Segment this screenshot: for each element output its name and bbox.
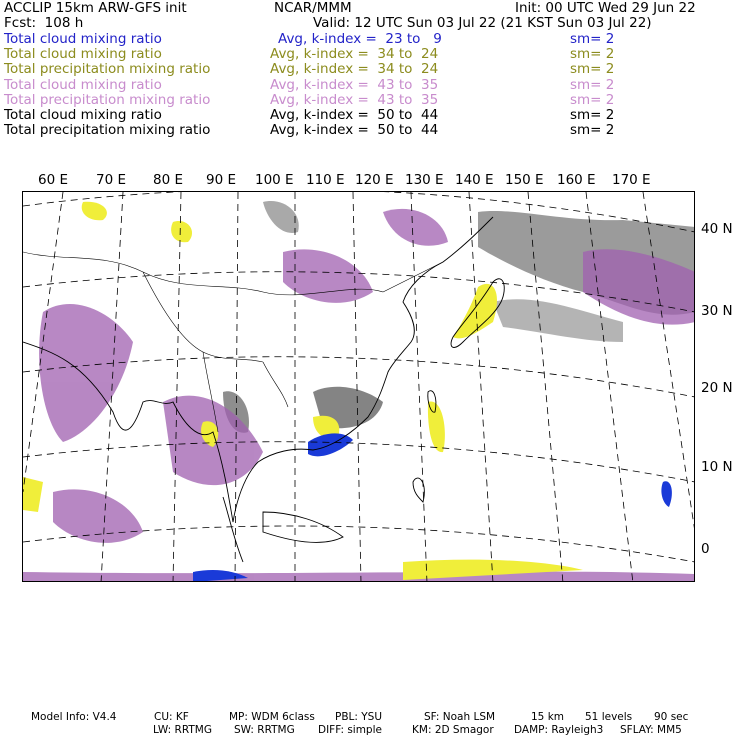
field-avg: Avg, k-index = 43 to 35 <box>270 91 439 108</box>
field-name: Total cloud mixing ratio <box>4 31 162 47</box>
lat-label: 0 <box>701 541 710 557</box>
init-time: Init: 00 UTC Wed 29 Jun 22 <box>515 0 696 16</box>
lat-label: 20 N <box>701 380 733 396</box>
sw-scheme: SW: RRTMG <box>234 724 295 736</box>
damp-scheme: DAMP: Rayleigh3 <box>514 724 604 736</box>
field-avg: Avg, k-index = 23 to 9 <box>278 31 442 47</box>
lon-label: 80 E <box>153 172 183 188</box>
field-name: Total precipitation mixing ratio <box>4 122 211 139</box>
lon-label: 90 E <box>206 172 236 188</box>
timestep: 90 sec <box>654 711 689 723</box>
field-name: Total cloud mixing ratio <box>4 107 162 123</box>
mp-scheme: MP: WDM 6class <box>229 711 315 723</box>
field-sm: sm= 2 <box>570 107 615 123</box>
lon-label: 70 E <box>96 172 126 188</box>
field-sm: sm= 2 <box>570 122 615 139</box>
map-svg <box>23 192 695 582</box>
sflay-scheme: SFLAY: MM5 <box>620 724 682 736</box>
lon-label: 170 E <box>612 172 651 188</box>
lon-label: 160 E <box>557 172 596 188</box>
diff-scheme: DIFF: simple <box>318 724 382 736</box>
cloud-shading-blue <box>193 433 672 582</box>
lon-label: 100 E <box>255 172 294 188</box>
field-name: Total cloud mixing ratio <box>4 76 162 93</box>
lon-label: 110 E <box>306 172 345 188</box>
model-info: Model Info: V4.4 <box>31 711 117 723</box>
center-label: NCAR/MMM <box>274 0 352 16</box>
field-avg: Avg, k-index = 50 to 44 <box>270 122 439 139</box>
valid-time: Valid: 12 UTC Sun 03 Jul 22 (21 KST Sun 03 Jul 22) <box>313 15 652 31</box>
pbl-scheme: PBL: YSU <box>335 711 383 723</box>
field-sm: sm= 2 <box>570 61 615 78</box>
lon-label: 60 E <box>38 172 68 188</box>
lon-label: 120 E <box>355 172 394 188</box>
field-sm: sm= 2 <box>570 91 615 108</box>
cu-scheme: CU: KF <box>154 711 189 723</box>
field-avg: Avg, k-index = 34 to 24 <box>270 46 439 63</box>
field-name: Total precipitation mixing ratio <box>4 61 211 78</box>
sf-scheme: SF: Noah LSM <box>424 711 496 723</box>
field-avg: Avg, k-index = 50 to 44 <box>270 107 439 123</box>
field-name: Total precipitation mixing ratio <box>4 91 211 108</box>
field-avg: Avg, k-index = 34 to 24 <box>270 61 439 78</box>
resolution: 15 km <box>531 711 565 723</box>
map-panel <box>22 191 695 582</box>
forecast-hour: Fcst: 108 h <box>4 15 84 31</box>
field-avg: Avg, k-index = 43 to 35 <box>270 76 439 93</box>
lat-label: 30 N <box>701 303 733 319</box>
lon-label: 130 E <box>405 172 444 188</box>
field-sm: sm= 2 <box>570 76 615 93</box>
lw-scheme: LW: RRTMG <box>153 724 212 736</box>
km-scheme: KM: 2D Smagor <box>412 724 494 736</box>
lon-label: 140 E <box>455 172 494 188</box>
cloud-shading-gray <box>223 201 695 433</box>
field-sm: sm= 2 <box>570 46 615 63</box>
lat-label: 40 N <box>701 221 733 237</box>
field-name: Total cloud mixing ratio <box>4 46 162 63</box>
plot-title: ACCLIP 15km ARW-GFS init <box>4 0 187 16</box>
field-sm: sm= 2 <box>570 31 615 47</box>
lon-label: 150 E <box>505 172 544 188</box>
levels: 51 levels <box>585 711 633 723</box>
lat-label: 10 N <box>701 459 733 475</box>
